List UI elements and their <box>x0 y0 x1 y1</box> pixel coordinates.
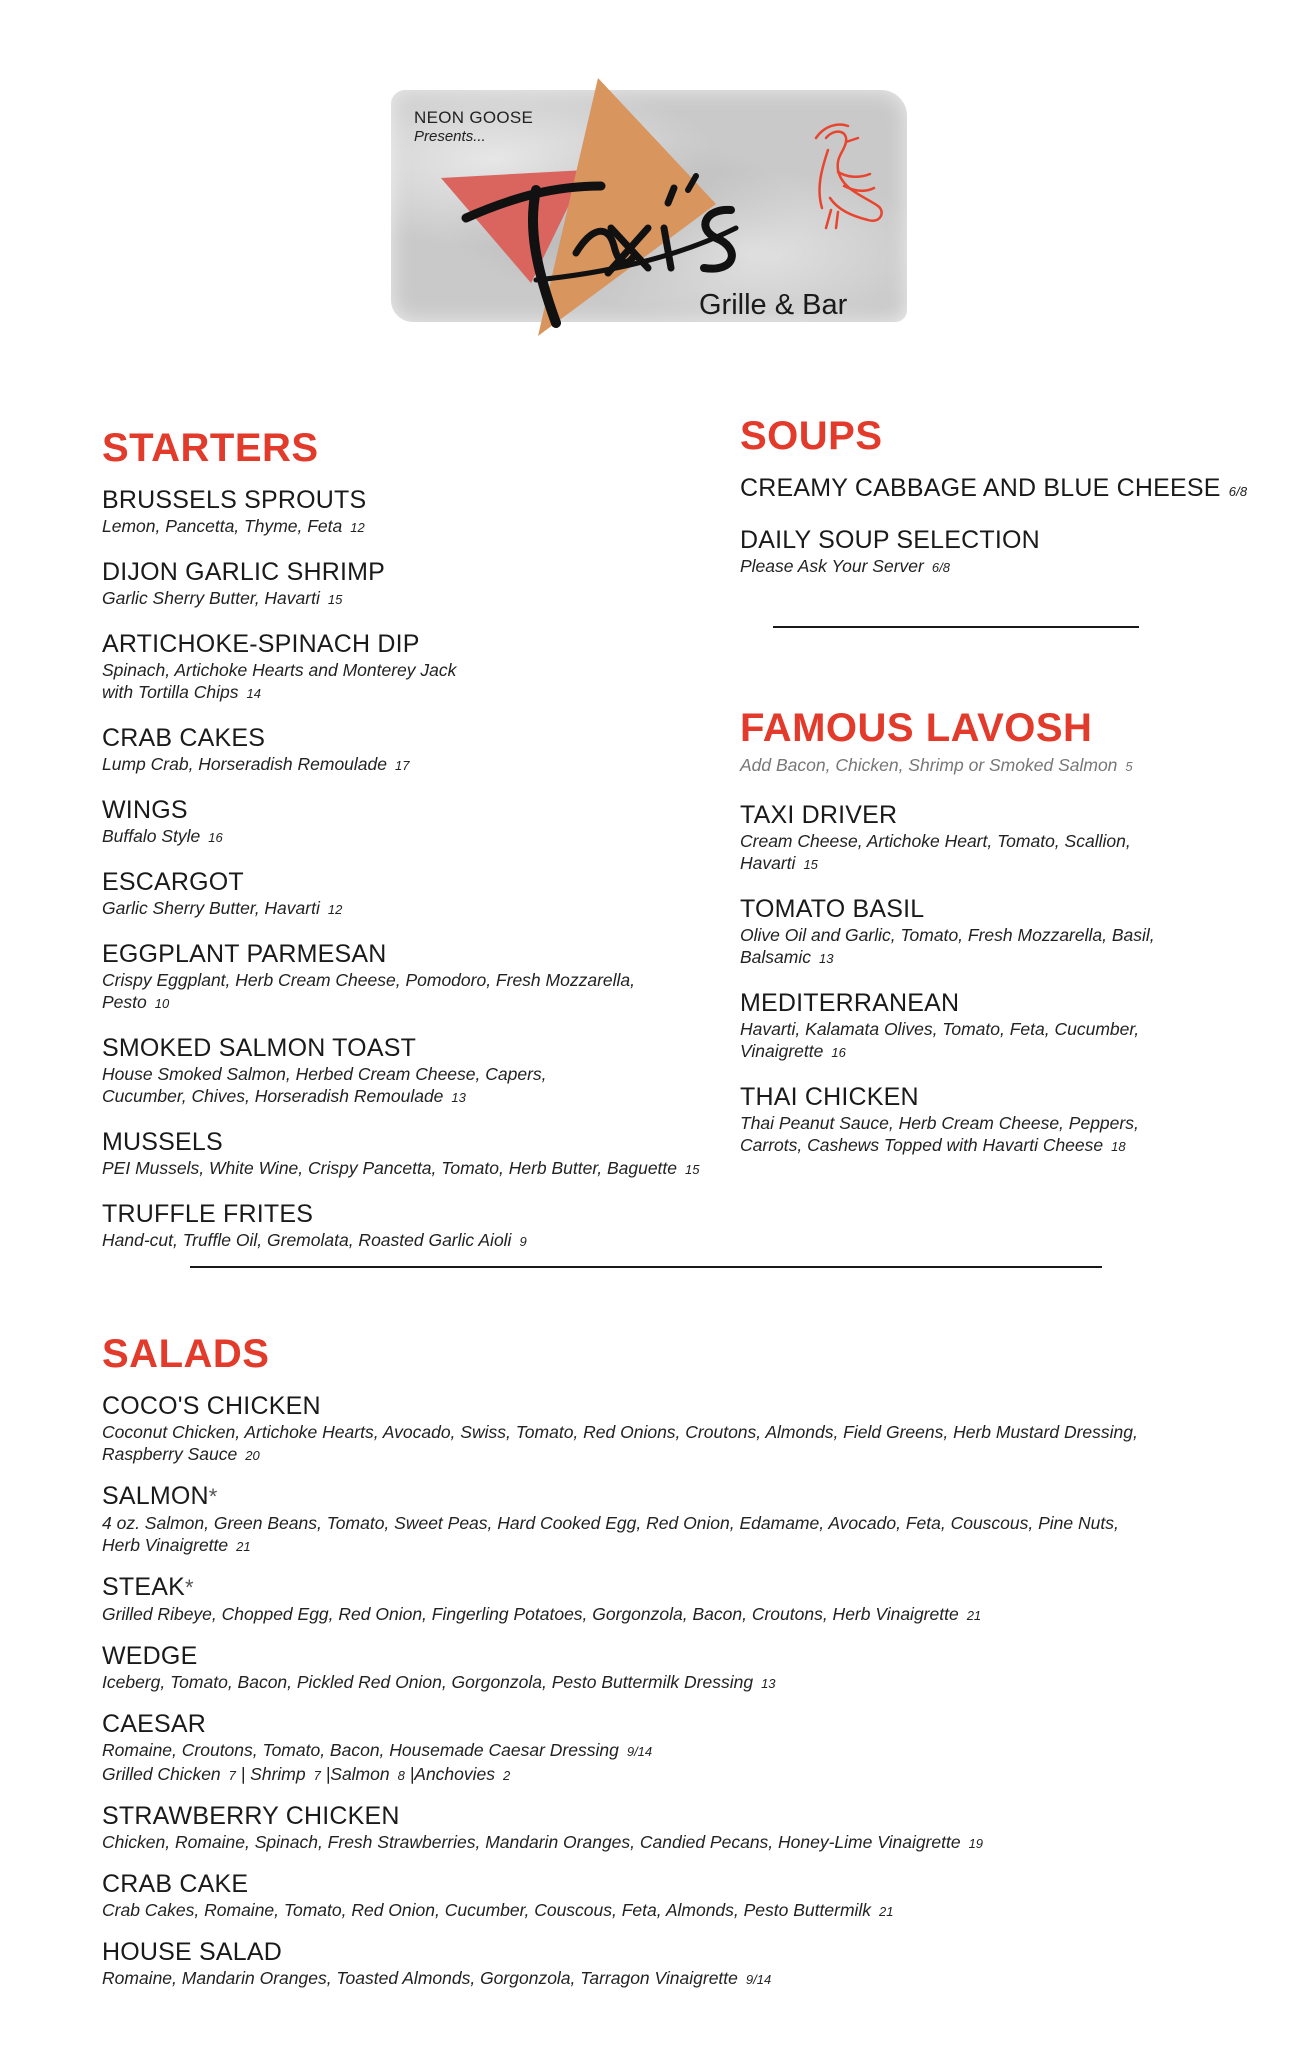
menu-item-price: 17 <box>395 758 410 773</box>
menu-item <box>102 1033 702 1109</box>
menu-item-description: PEI Mussels, White Wine, Crispy Pancetta, Tomato, Herb Butter, Baguette 15 <box>102 1158 700 1178</box>
menu-item-description: 4 oz. Salmon, Green Beans, Tomato, Sweet Peas, Hard Cooked Egg, Red Onion, Edamame, Avocado, Feta, Couscous, Pine Nuts, <box>102 1513 1119 1533</box>
addon-label: Grilled Chicken <box>102 1764 221 1784</box>
menu-item-name: WINGS <box>102 796 188 824</box>
menu-item-price: 14 <box>246 686 261 701</box>
menu-item-name: DAILY SOUP SELECTION <box>740 526 1040 554</box>
menu-item-name: CRAB CAKES <box>102 724 266 752</box>
menu-item <box>740 1082 1260 1158</box>
soups-section <box>740 414 1260 597</box>
section-title-soups: SOUPS <box>740 414 883 458</box>
menu-item-description-line2: with Tortilla Chips 14 <box>102 682 261 702</box>
menu-item-price: 13 <box>451 1090 466 1105</box>
menu-item-price: 20 <box>245 1448 260 1463</box>
menu-item-price: 16 <box>831 1045 846 1060</box>
menu-item-price: 16 <box>208 830 223 845</box>
menu-item-description-line2: Raspberry Sauce 20 <box>102 1444 260 1464</box>
menu-item-name: CREAMY CABBAGE AND BLUE CHEESE 6/8 <box>740 474 1248 502</box>
menu-item-description: House Smoked Salmon, Herbed Cream Cheese, Capers, <box>102 1064 547 1084</box>
menu-item-name: WEDGE <box>102 1642 198 1670</box>
lavosh-note: Add Bacon, Chicken, Shrimp or Smoked Salmon 5 <box>740 755 1133 775</box>
menu-item-price: 15 <box>327 592 343 607</box>
menu-item <box>102 1801 1232 1855</box>
menu-item-description: Garlic Sherry Butter, Havarti 15 <box>102 588 343 608</box>
menu-item-name: DIJON GARLIC SHRIMP <box>102 558 385 586</box>
soups-list <box>740 473 1260 579</box>
menu-item-price: 6/8 <box>1228 484 1248 499</box>
menu-item-price: 15 <box>803 857 818 872</box>
menu-item <box>102 629 702 705</box>
menu-item-price: 19 <box>968 1836 984 1851</box>
menu-item-description: Lump Crab, Horseradish Remoulade 17 <box>102 754 410 774</box>
menu-item-description: Hand-cut, Truffle Oil, Gremolata, Roasted Garlic Aioli 9 <box>102 1230 527 1250</box>
menu-item-description: Buffalo Style 16 <box>102 826 223 846</box>
menu-item-description: Romaine, Croutons, Tomato, Bacon, Housemade Caesar Dressing 9/14 <box>102 1740 653 1760</box>
lavosh-list <box>740 800 1260 1158</box>
menu-item <box>102 1937 1232 1991</box>
menu-item-price: 21 <box>236 1539 251 1554</box>
menu-item-price: 12 <box>327 902 343 917</box>
section-title-starters: STARTERS <box>102 426 319 470</box>
menu-item <box>102 1127 702 1181</box>
menu-item-addons <box>102 1763 1232 1787</box>
menu-item-name: STRAWBERRY CHICKEN <box>102 1802 400 1830</box>
menu-item-price: 12 <box>350 520 365 535</box>
salads-section <box>102 1332 1232 2005</box>
menu-item <box>740 800 1260 876</box>
starters-list <box>102 485 702 1253</box>
menu-item-price: 6/8 <box>931 560 950 575</box>
menu-item <box>102 1391 1232 1467</box>
menu-item-price: 21 <box>966 1608 982 1623</box>
salads-list <box>102 1391 1232 1991</box>
menu-item <box>102 485 702 539</box>
lavosh-note-price: 5 <box>1125 759 1133 774</box>
menu-item-star: * <box>184 1575 194 1600</box>
menu-item-description-line2: Havarti 15 <box>740 853 818 873</box>
menu-item-price: 10 <box>154 996 170 1011</box>
addon-separator: | <box>235 1764 251 1784</box>
section-title-lavosh: FAMOUS LAVOSH <box>740 706 1093 750</box>
menu-item <box>102 1572 1232 1627</box>
logo-subtitle: Grille & Bar <box>699 289 848 321</box>
menu-item-description: Havarti, Kalamata Olives, Tomato, Feta, Cucumber, <box>740 1019 1140 1039</box>
logo-presents: Presents... <box>414 128 486 145</box>
restaurant-logo <box>386 78 912 338</box>
addon-price: 7 <box>313 1768 321 1783</box>
menu-item-description: Iceberg, Tomato, Bacon, Pickled Red Onion, Gorgonzola, Pesto Buttermilk Dressing 13 <box>102 1672 776 1692</box>
menu-item-description: Grilled Ribeye, Chopped Egg, Red Onion, Fingerling Potatoes, Gorgonzola, Bacon, Croutons, Herb Vinaigrette 21 <box>102 1604 982 1624</box>
menu-item-price: 9 <box>519 1234 527 1249</box>
menu-item <box>102 939 702 1015</box>
menu-item-name: TOMATO BASIL <box>740 895 925 923</box>
menu-item <box>740 988 1260 1064</box>
menu-item-description-line2: Herb Vinaigrette 21 <box>102 1535 251 1555</box>
goose-icon <box>816 125 882 229</box>
menu-item-name: HOUSE SALAD <box>102 1938 283 1966</box>
addon-label: Salmon <box>330 1764 390 1784</box>
menu-item-name: MUSSELS <box>102 1128 223 1156</box>
menu-item <box>102 723 702 777</box>
menu-item-name: CAESAR <box>102 1710 207 1738</box>
menu-item-description: Spinach, Artichoke Hearts and Monterey Jack <box>102 660 457 680</box>
menu-item-name: ARTICHOKE-SPINACH DIP <box>102 630 420 658</box>
menu-item-price: 9/14 <box>626 1744 653 1759</box>
menu-item-name: BRUSSELS SPROUTS <box>102 486 367 514</box>
addon-label: Anchovies <box>414 1764 496 1784</box>
menu-item-star: * <box>208 1484 218 1509</box>
menu-item-description-line2: Pesto 10 <box>102 992 170 1012</box>
menu-item <box>740 525 1260 579</box>
menu-item-description-line2: Carrots, Cashews Topped with Havarti Cheese 18 <box>740 1135 1126 1155</box>
menu-item-name: STEAK* <box>102 1573 194 1601</box>
menu-item-description: Crab Cakes, Romaine, Tomato, Red Onion, Cucumber, Couscous, Feta, Almonds, Pesto Buttermilk 21 <box>102 1900 894 1920</box>
menu-item-price: 13 <box>761 1676 776 1691</box>
starters-section <box>102 426 702 1271</box>
menu-item-description: Lemon, Pancetta, Thyme, Feta 12 <box>102 516 365 536</box>
addon-price: 2 <box>503 1768 511 1783</box>
menu-item-name: SALMON* <box>102 1482 218 1510</box>
main-divider <box>190 1266 1102 1268</box>
menu-item-description: Olive Oil and Garlic, Tomato, Fresh Mozzarella, Basil, <box>740 925 1155 945</box>
menu-item <box>102 1481 1232 1558</box>
menu-item-description: Crispy Eggplant, Herb Cream Cheese, Pomodoro, Fresh Mozzarella, <box>102 970 635 990</box>
menu-item-price: 15 <box>685 1162 700 1177</box>
menu-item-name: EGGPLANT PARMESAN <box>102 940 387 968</box>
menu-item-name: THAI CHICKEN <box>740 1083 919 1111</box>
lavosh-section <box>740 706 1260 1176</box>
menu-item <box>102 1709 1232 1787</box>
menu-item-description-line2: Balsamic 13 <box>740 947 834 967</box>
menu-item-description: Garlic Sherry Butter, Havarti 12 <box>102 898 343 918</box>
menu-item-price: 21 <box>879 1904 894 1919</box>
menu-item-description: Coconut Chicken, Artichoke Hearts, Avocado, Swiss, Tomato, Red Onions, Croutons, Almonds, Field Greens, Herb Mustard Dressing, <box>102 1422 1138 1442</box>
menu-item-description-line2: Vinaigrette 16 <box>740 1041 846 1061</box>
menu-item-name: TAXI DRIVER <box>740 801 898 829</box>
menu-item-price: 13 <box>819 951 834 966</box>
menu-item <box>102 1869 1232 1923</box>
menu-item-description-line2: Cucumber, Chives, Horseradish Remoulade 13 <box>102 1086 466 1106</box>
menu-item-name: COCO'S CHICKEN <box>102 1392 321 1420</box>
soups-divider <box>773 626 1139 628</box>
addon-price: 7 <box>228 1768 236 1783</box>
addon-price: 8 <box>397 1768 405 1783</box>
menu-item-name: MEDITERRANEAN <box>740 989 960 1017</box>
menu-item-description: Chicken, Romaine, Spinach, Fresh Strawberries, Mandarin Oranges, Candied Pecans, Honey-Lime Vinaigrette 19 <box>102 1832 984 1852</box>
menu-item-price: 18 <box>1111 1139 1126 1154</box>
menu-item-description: Romaine, Mandarin Oranges, Toasted Almonds, Gorgonzola, Tarragon Vinaigrette 9/14 <box>102 1968 772 1988</box>
menu-item-description: Cream Cheese, Artichoke Heart, Tomato, Scallion, <box>740 831 1131 851</box>
addon-label: Shrimp <box>250 1764 306 1784</box>
addon-separator: | <box>404 1764 415 1784</box>
menu-item <box>102 557 702 611</box>
menu-item-price: 9/14 <box>745 1972 772 1987</box>
menu-item <box>102 795 702 849</box>
menu-item <box>102 867 702 921</box>
logo-presenter: NEON GOOSE <box>414 108 534 127</box>
addon-separator: | <box>320 1764 331 1784</box>
menu-item-name: CRAB CAKE <box>102 1870 249 1898</box>
menu-item-description: Thai Peanut Sauce, Herb Cream Cheese, Peppers, <box>740 1113 1139 1133</box>
menu-item <box>102 1641 1232 1695</box>
menu-item-description: Please Ask Your Server 6/8 <box>740 556 950 576</box>
menu-item <box>740 473 1260 507</box>
menu-item-name: ESCARGOT <box>102 868 244 896</box>
menu-item <box>102 1199 702 1253</box>
menu-item <box>740 894 1260 970</box>
section-title-salads: SALADS <box>102 1332 270 1376</box>
menu-item-name: TRUFFLE FRITES <box>102 1200 314 1228</box>
menu-item-name: SMOKED SALMON TOAST <box>102 1034 417 1062</box>
